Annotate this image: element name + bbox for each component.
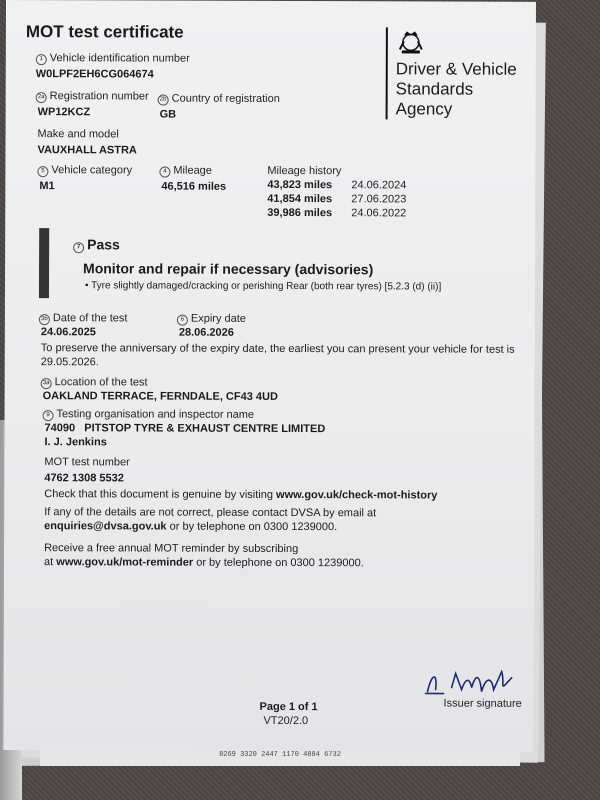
mot-reminder-link[interactable]: www.gov.uk/mot-reminder (56, 556, 194, 569)
reminder-text-2: at www.gov.uk/mot-reminder or by telephone on 0300 1239000. (44, 556, 364, 570)
reg-value: WP12KCZ (37, 106, 91, 119)
test-number-label: MOT test number (44, 456, 130, 469)
page-title: MOT test certificate (25, 22, 184, 42)
royal-crest-icon (396, 29, 426, 55)
org-label: 9 Testing organisation and inspector name (43, 408, 255, 422)
test-date-value: 24.06.2025 (40, 326, 96, 339)
category-label: 5 Vehicle category (37, 164, 132, 177)
result-bar (39, 228, 49, 298)
make-value: VAUXHALL ASTRA (37, 144, 137, 157)
org-value: 74090 PITSTOP TYRE & EXHAUST CENTRE LIMITED (44, 422, 326, 436)
form-code: VT20/2.0 (263, 714, 309, 728)
reminder-text: Receive a free annual MOT reminder by subscribing (44, 542, 299, 556)
test-number-value: 4762 1308 5532 (44, 472, 124, 485)
vin-label: 1 Vehicle identification number (36, 52, 190, 66)
agency-name: Driver & Vehicle Standards Agency (395, 59, 517, 119)
location-label: 3a Location of the test (41, 376, 148, 389)
mileage-value: 46,516 miles (161, 180, 227, 193)
country-label: 2b Country of registration (158, 93, 280, 106)
history-date: 27.06.2023 (351, 193, 407, 206)
mileage-history-label: Mileage history (267, 164, 342, 178)
issuer-signature-icon (422, 663, 522, 697)
history-miles: 41,854 miles (267, 192, 333, 206)
advisory-item: • Tyre slightly damaged/cracking or perishing Rear (both rear tyres) [5.2.3 (d) (ii)] (84, 280, 442, 293)
check-genuine-text: Check that this document is genuine by visiting www.gov.uk/check-mot-history (44, 488, 438, 502)
category-value: M1 (39, 180, 55, 193)
history-date: 24.06.2024 (351, 179, 407, 192)
history-miles: 43,823 miles (267, 178, 333, 192)
underlying-barcode-strip: 8269 3320 2447 1170 4884 6732 (40, 744, 520, 766)
test-date-label: 3b Date of the test (39, 312, 128, 325)
make-label: Make and model (37, 128, 119, 141)
issuer-signature-label: Issuer signature (443, 697, 522, 710)
history-miles: 39,986 miles (267, 206, 333, 220)
preserve-text: To preserve the anniversary of the expiry date, the earliest you can present your vehicle for test is (40, 342, 515, 356)
page-number: Page 1 of 1 (259, 700, 318, 714)
test-result: 7 Pass (73, 236, 120, 253)
reg-label: 2a Registration number (36, 90, 149, 103)
contact-email-link[interactable]: enquiries@dvsa.gov.uk (44, 520, 167, 533)
inspector-name: I. J. Jenkins (44, 436, 107, 449)
mot-certificate (3, 0, 536, 752)
earliest-date: 29.05.2026. (40, 356, 99, 369)
mileage-label: 4 Mileage (159, 165, 212, 178)
contact-text: If any of the details are not correct, please contact DVSA by email at (44, 506, 377, 520)
country-value: GB (159, 108, 177, 121)
location-value: OAKLAND TERRACE, FERNDALE, CF43 4UD (42, 390, 278, 403)
expiry-label: 6 Expiry date (177, 313, 246, 326)
history-date: 24.06.2022 (351, 207, 407, 220)
check-mot-link[interactable]: www.gov.uk/check-mot-history (276, 488, 438, 502)
logo-divider (386, 27, 388, 119)
contact-text-2: enquiries@dvsa.gov.uk or by telephone on 0300 1239000. (44, 520, 338, 534)
vin-value: W0LPF2EH6CG064674 (35, 68, 154, 81)
advisory-heading: Monitor and repair if necessary (advisories) (83, 260, 374, 278)
expiry-value: 28.06.2026 (178, 326, 234, 339)
